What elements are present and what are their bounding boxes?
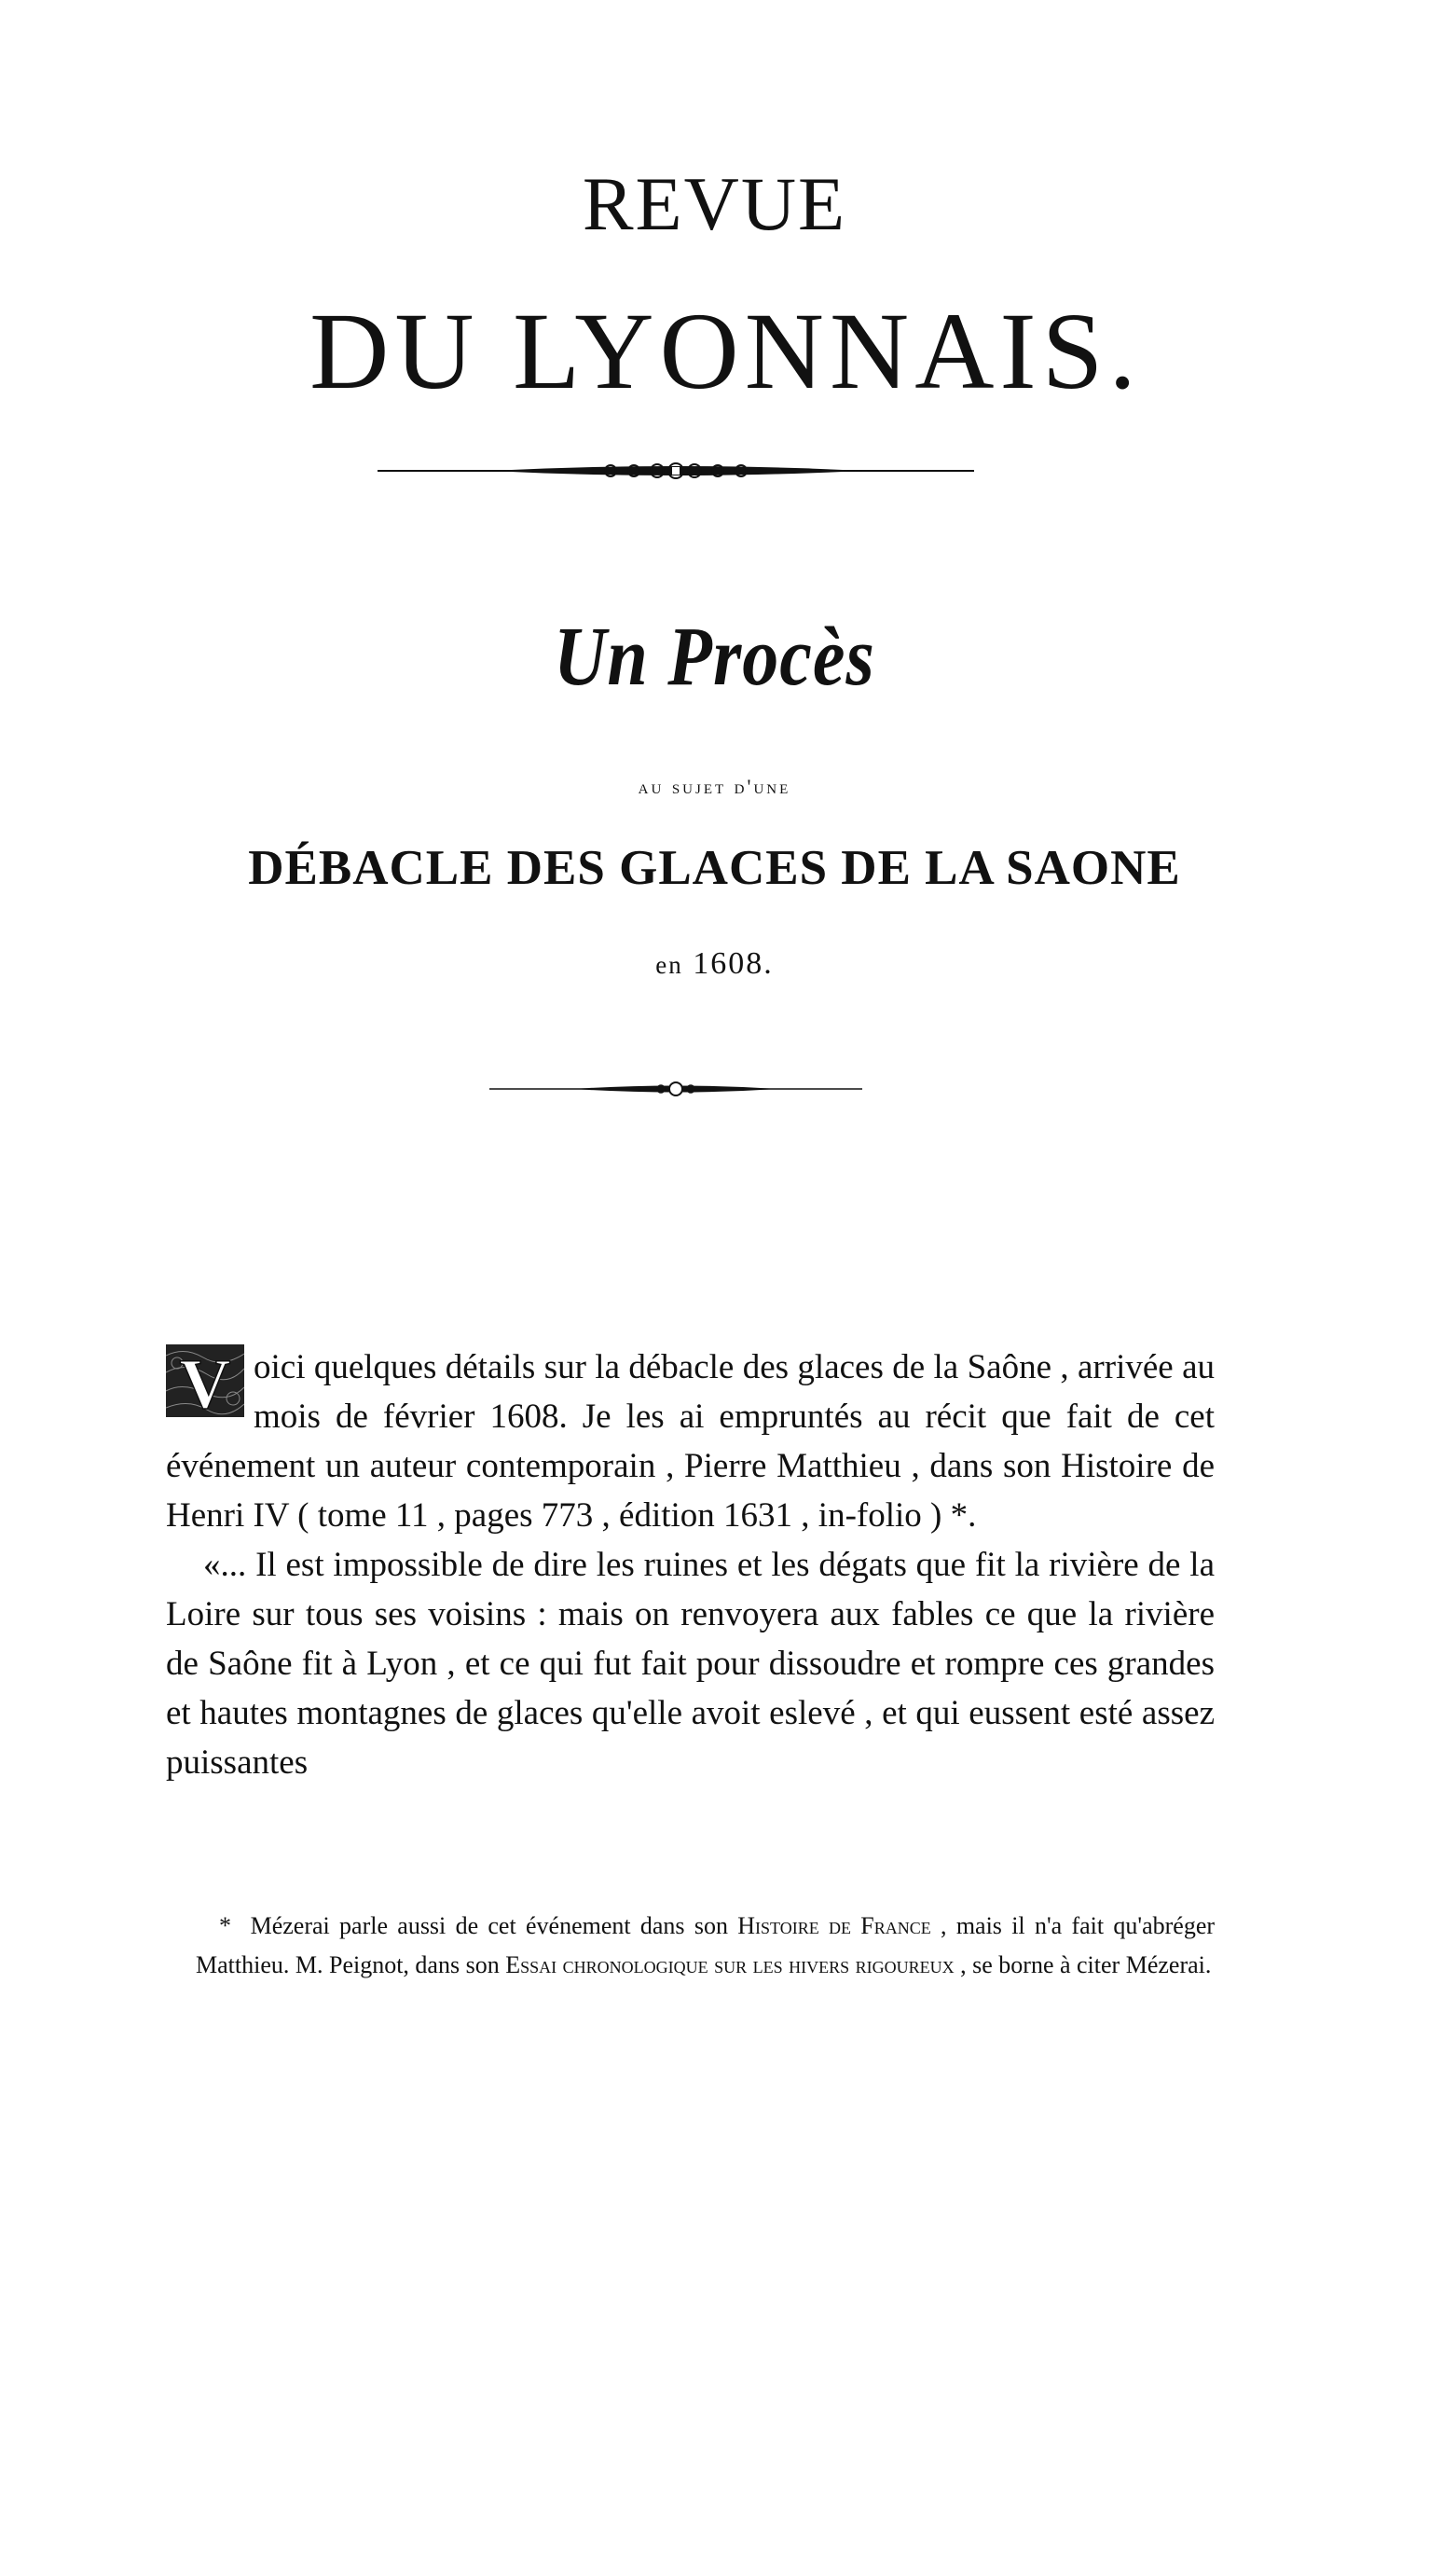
dropcap-letter: V bbox=[179, 1345, 231, 1417]
paragraph-1 bbox=[166, 1343, 1215, 1540]
footnote-text-b: , mais il n'a fait qu'abréger Matthieu. M. Peignot, dans son bbox=[196, 1912, 1216, 1978]
footnote-text-a: Mézerai parle aussi de cet événement dans son bbox=[250, 1912, 728, 1939]
ornamental-rule-top bbox=[378, 457, 974, 485]
footnote-book-title-2: Essai chronologique sur les hivers rigoureux bbox=[505, 1951, 955, 1978]
paragraph-1-text: oici quelques détails sur la débacle des glaces de la Saône , arrivée au mois de février 1608. Je les ai empruntés au récit que fait de cet événement un auteur contemporain , Pierre Matthieu , dans son Histoire de Henri IV ( tome 11 , pages 773 , édition 1631 , in-folio ) *. bbox=[166, 1348, 1215, 1535]
footnote-marker: * bbox=[219, 1912, 231, 1939]
article-year-line bbox=[0, 948, 1429, 980]
masthead-line-2: DU LYONNAIS. bbox=[309, 290, 1142, 412]
footnote-book-title-1: Histoire de France bbox=[737, 1912, 931, 1939]
article-title-blackletter: Un Procès bbox=[554, 609, 875, 703]
paragraph-2: «... Il est impossible de dire les ruines et les dégats que fit la rivière de la Loire sur tous ses voisins : mais on renvoyera aux fables ce que la rivière de Saône fit à Lyon , et ce qui fut fait pour dissoudre et rompre ces grandes et hautes montagnes de glaces qu'elle avoit eslevé , et qui eussent esté assez puissantes bbox=[166, 1546, 1215, 1782]
footnote bbox=[196, 1907, 1215, 1985]
article-subtitle-small: au sujet d'une bbox=[638, 775, 791, 798]
body-text bbox=[166, 1343, 1215, 1787]
footnote-text-c: , se borne à citer Mézerai. bbox=[960, 1951, 1212, 1978]
year-value: 1608. bbox=[693, 946, 774, 981]
masthead-line-1: REVUE bbox=[582, 161, 847, 246]
decorated-initial-v bbox=[166, 1344, 244, 1417]
article-subtitle-main: DÉBACLE DES GLACES DE LA SAONE bbox=[248, 841, 1181, 895]
year-prefix: en bbox=[655, 951, 683, 979]
ornamental-rule-bottom bbox=[489, 1077, 862, 1101]
